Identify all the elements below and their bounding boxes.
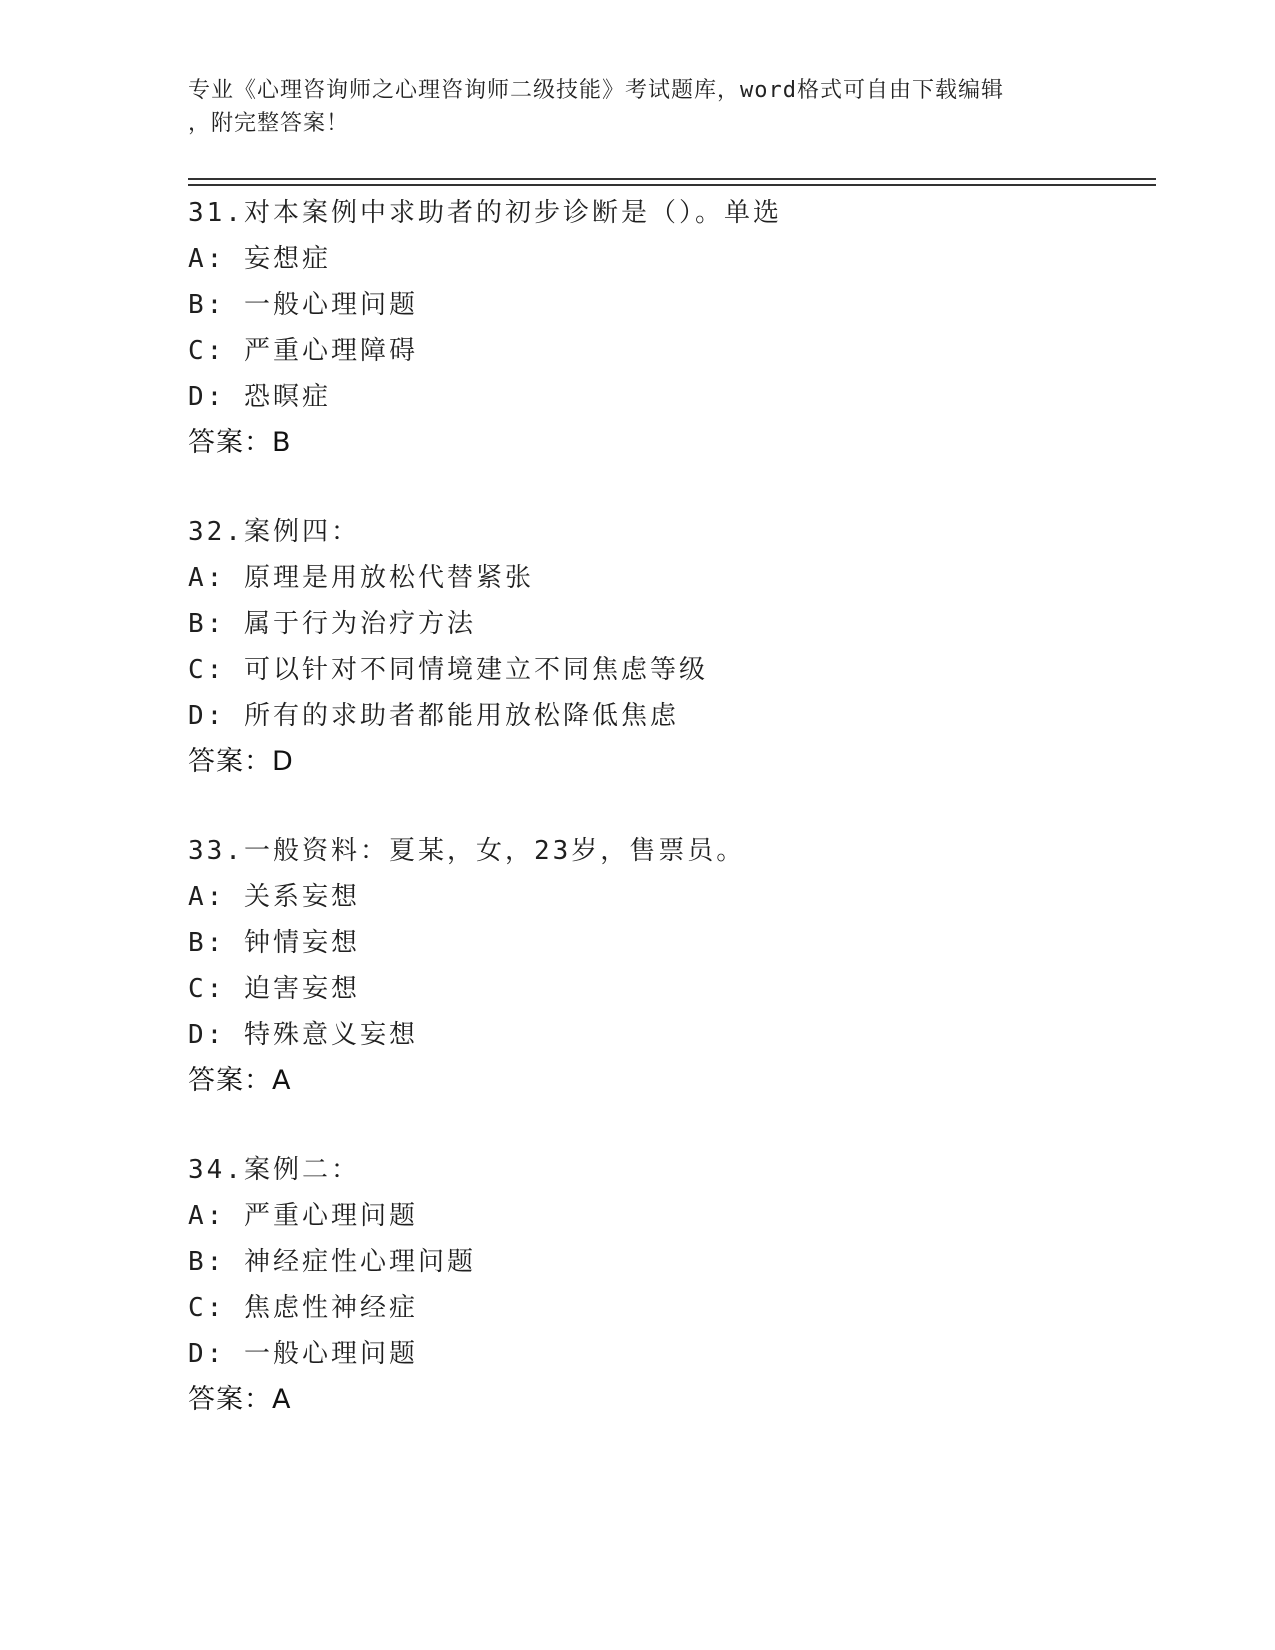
document-header [188,74,1088,140]
option-b: B: 一般心理问题 [188,290,418,320]
option-a: A: 关系妄想 [188,882,360,912]
option-a: A: 妄想症 [188,244,331,274]
question-stem: 34.案例二： [188,1155,360,1185]
question-34 [188,1147,1148,1423]
question-stem: 31.对本案例中求助者的初步诊断是（）。单选 [188,198,782,228]
answer-line: 答案：A [188,1065,292,1096]
option-d: D: 恐暝症 [188,382,331,412]
question-33 [188,828,1148,1104]
option-b: B: 钟情妄想 [188,928,360,958]
question-32 [188,509,1148,785]
answer-line: 答案：A [188,1384,292,1415]
option-d: D: 特殊意义妄想 [188,1020,418,1050]
question-stem: 32.案例四： [188,517,360,547]
question-stem: 33.一般资料：夏某，女，23岁，售票员。 [188,836,746,866]
option-c: C: 严重心理障碍 [188,336,418,366]
option-c: C: 可以针对不同情境建立不同焦虑等级 [188,655,708,685]
option-d: D: 所有的求助者都能用放松降低焦虑 [188,701,679,731]
option-a: A: 原理是用放松代替紧张 [188,563,534,593]
option-b: B: 属于行为治疗方法 [188,609,476,639]
option-b: B: 神经症性心理问题 [188,1247,476,1277]
header-line-2: ，附完整答案！ [188,111,350,136]
option-d: D: 一般心理问题 [188,1339,418,1369]
header-divider-bottom [188,184,1156,186]
answer-line: 答案：B [188,427,292,458]
option-c: C: 迫害妄想 [188,974,360,1004]
header-line-1: 专业《心理咨询师之心理咨询师二级技能》考试题库，word格式可自由下载编辑 [188,78,1004,103]
option-a: A: 严重心理问题 [188,1201,418,1231]
answer-line: 答案：D [188,746,294,777]
header-divider-top [188,178,1156,180]
option-c: C: 焦虑性神经症 [188,1293,418,1323]
question-31 [188,190,1148,466]
